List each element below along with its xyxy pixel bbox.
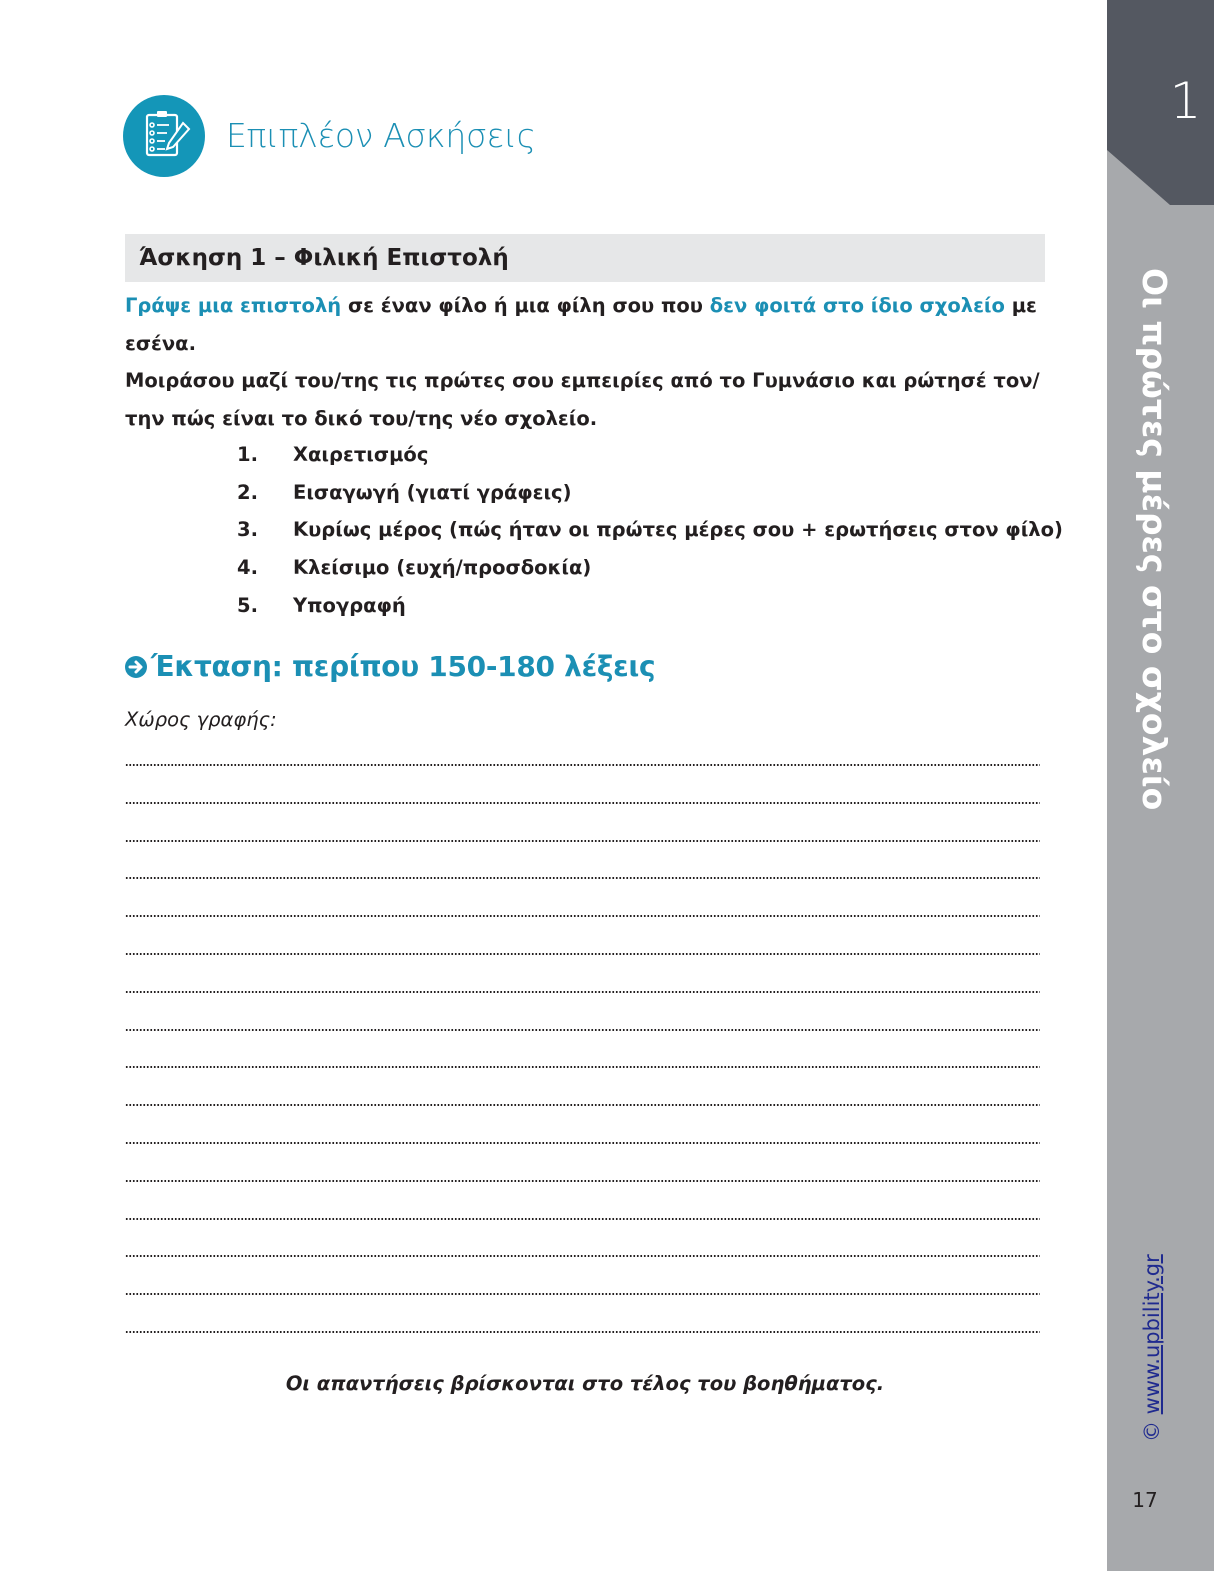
writing-line[interactable] xyxy=(125,1066,1040,1068)
intro-highlight-1: Γράψε μια επιστολή xyxy=(125,294,342,317)
list-item-number: 2. xyxy=(237,481,258,504)
writing-line[interactable] xyxy=(125,877,1040,879)
chapter-number: 1 xyxy=(1169,72,1202,130)
exercise-header xyxy=(125,234,1045,282)
writing-line[interactable] xyxy=(125,991,1040,993)
word-count-text: Έκταση: περίπου 150-180 λέξεις xyxy=(151,650,656,683)
list-item-label: Χαιρετισμός xyxy=(293,443,429,466)
writing-line[interactable] xyxy=(125,1104,1040,1106)
list-item-number: 4. xyxy=(237,556,258,579)
answers-note: Οι απαντήσεις βρίσκονται στο τέλος του βοηθήματος. xyxy=(285,1372,885,1395)
list-item xyxy=(237,481,572,504)
writing-line[interactable] xyxy=(125,1293,1040,1295)
writing-line[interactable] xyxy=(125,1029,1040,1031)
intro-highlight-2: δεν φοιτά στο ίδιο σχολείο xyxy=(709,294,1005,317)
writing-line[interactable] xyxy=(125,1255,1040,1257)
intro-text-1: σε έναν φίλο ή μια φίλη σου που xyxy=(341,294,710,317)
list-item-number: 3. xyxy=(237,518,258,541)
website-link[interactable]: www.upbility.gr xyxy=(1140,1254,1164,1415)
writing-line[interactable] xyxy=(125,1331,1040,1333)
checklist-icon xyxy=(123,95,205,177)
chapter-title: Οι πρώτες μέρες στο σχολείο xyxy=(1135,268,1174,811)
arrow-right-circle-icon xyxy=(125,656,147,678)
writing-line[interactable] xyxy=(125,1218,1040,1220)
copyright-symbol: © xyxy=(1140,1421,1164,1442)
writing-line[interactable] xyxy=(125,1180,1040,1182)
list-item-label: Υπογραφή xyxy=(293,594,406,617)
list-item xyxy=(237,594,406,617)
exercise-title: Άσκηση 1 – Φιλική Επιστολή xyxy=(139,245,509,271)
page-title: Επιπλέον Ασκήσεις xyxy=(226,116,536,155)
word-count-requirement xyxy=(125,650,655,683)
writing-line[interactable] xyxy=(125,764,1040,766)
website-credit xyxy=(1140,1254,1170,1442)
list-item xyxy=(237,518,1063,541)
list-item-label: Εισαγωγή (γιατί γράφεις) xyxy=(293,481,572,504)
writing-line[interactable] xyxy=(125,953,1040,955)
writing-line[interactable] xyxy=(125,915,1040,917)
list-item-number: 1. xyxy=(237,443,258,466)
list-item xyxy=(237,556,591,579)
writing-line[interactable] xyxy=(125,802,1040,804)
writing-line[interactable] xyxy=(125,1142,1040,1144)
list-item xyxy=(237,443,428,466)
exercise-intro xyxy=(125,287,1045,362)
writing-line[interactable] xyxy=(125,840,1040,842)
list-item-label: Κλείσιμο (ευχή/προσδοκία) xyxy=(293,556,592,579)
writing-space-label: Χώρος γραφής: xyxy=(125,708,277,731)
list-item-label: Κυρίως μέρος (πώς ήταν οι πρώτες μέρες σου + ερωτήσεις στον φίλο) xyxy=(293,518,1063,541)
exercise-instruction: Μοιράσου μαζί του/της τις πρώτες σου εμπειρίες από το Γυμνάσιο και ρώτησέ τον/την πώς είναι το δικό του/της νέο σχολείο. xyxy=(125,369,1040,430)
intro-text-2: με εσένα. xyxy=(125,294,1037,355)
list-item-number: 5. xyxy=(237,594,258,617)
page-number: 17 xyxy=(1132,1488,1158,1512)
